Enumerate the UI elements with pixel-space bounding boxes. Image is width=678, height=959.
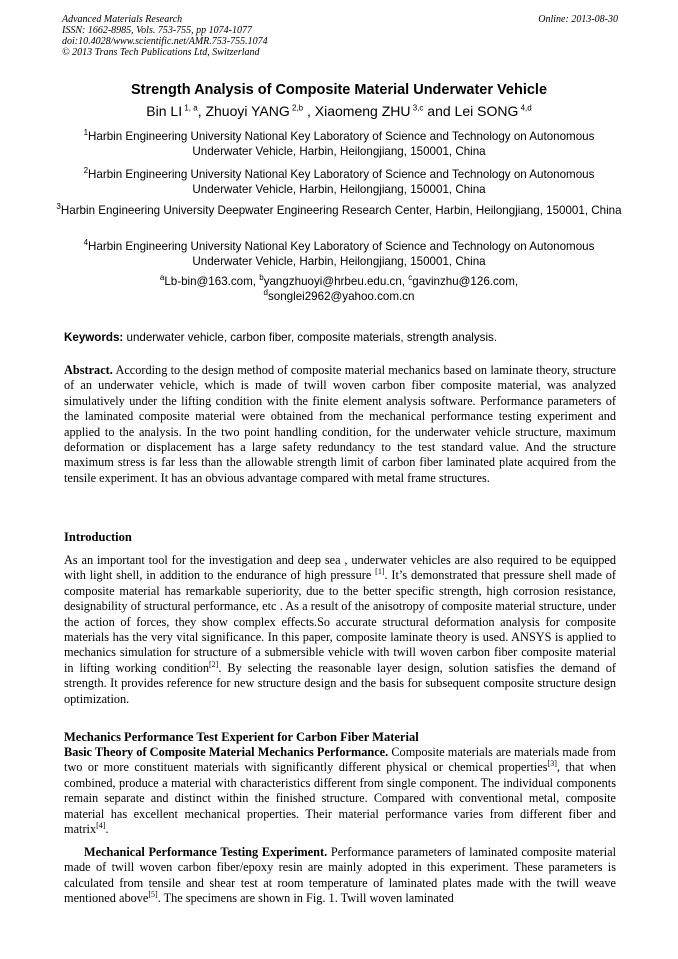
keywords <box>64 331 620 344</box>
body-text: , that when combined, produce a material with characteristics different from single component. The individual components remain separate and distinct within the finished structure. Compared with conventional metal, composite material has excellent mechanical properties. Their material performance varies from different fiber and matrix <box>64 760 616 837</box>
section-heading: Mechanics Performance Test Experient for Carbon Fiber Material <box>64 730 419 744</box>
author-separator: , <box>197 103 206 119</box>
affiliation-1 <box>56 129 622 159</box>
author-name: Lei SONG <box>454 103 519 119</box>
intro-text: . It’s demonstrated that pressure shell made of composite material has remarkable superiority, due to the better specific strength, high corrosion resistance, designability of structural performance, etc . As a result of the anisotropy of composite material structure, under the action of forces, they show complex effects.So accurate structural deformation analysis for composite materials has the very vital significance. In this paper, composite laminate theory is used. ANSYS is applied to mechanics simulation for structure of a submersible vehicle with twill woven carbon fiber composite material in lifting working condition <box>64 568 616 675</box>
email-text: Lb-bin@163.com, <box>164 275 260 288</box>
journal-doi: doi:10.4028/www.scientific.net/AMR.753-755.1074 <box>62 36 268 47</box>
basic-theory-paragraph <box>64 745 616 837</box>
author-superscript: 3,c <box>410 103 424 113</box>
body-text: . <box>105 822 109 837</box>
journal-header <box>62 14 618 58</box>
subsection-label: Basic Theory of Composite Material Mechanics Performance. <box>64 745 389 759</box>
intro-text: . By selecting the reasonable layer design, solution satisfies the demand of strength. It provides reference for new structure design and the basis for subsequent composite structure design optimization. <box>64 660 616 706</box>
affiliation-superscript: 3 <box>56 202 61 212</box>
journal-copyright: © 2013 Trans Tech Publications Ltd, Switzerland <box>62 47 260 58</box>
citation: [4] <box>96 820 106 830</box>
email-superscript: b <box>259 273 264 283</box>
email-superscript: a <box>159 273 165 283</box>
affiliation-superscript: 2 <box>83 166 89 176</box>
email-text: yangzhuoyi@hrbeu.edu.cn, <box>263 275 409 288</box>
email-text: gavinzhu@126.com, <box>412 275 519 288</box>
body-text: Performance parameters of laminated composite material made of twill woven carbon fiber/epoxy resin are mainly adopted in this experiment. These parameters is calculated from tensile and shear test at room temperature of laminated plates made with the twill weave mentioned above <box>64 845 616 906</box>
introduction-paragraph <box>64 553 616 707</box>
keywords-text: underwater vehicle, carbon fiber, composite materials, strength analysis. <box>123 331 498 344</box>
journal-issn: ISSN: 1662-8985, Vols. 753-755, pp 1074-1077 <box>62 25 252 36</box>
journal-name: Advanced Materials Research <box>62 14 183 25</box>
abstract-paragraph <box>64 363 616 486</box>
affiliation-text: Harbin Engineering University National Key Laboratory of Science and Technology on Autonomous Underwater Vehicle, Harbin, Heilongjiang, 150001, China <box>88 168 595 196</box>
subsection-label: Mechanical Performance Testing Experiment. <box>84 845 328 859</box>
citation: [3] <box>547 759 557 769</box>
author-separator: , <box>303 103 315 119</box>
author-superscript: 2,b <box>289 103 304 113</box>
keywords-label: Keywords: <box>64 331 124 344</box>
email-superscript: c <box>408 273 413 283</box>
paper-title: Strength Analysis of Composite Material Underwater Vehicle <box>130 82 548 98</box>
author-separator: and <box>423 103 455 119</box>
testing-paragraph <box>64 845 616 907</box>
online-date: Online: 2013-08-30 <box>538 14 618 25</box>
affiliation-superscript: 1 <box>83 128 89 138</box>
citation: [2] <box>209 659 219 669</box>
citation: [1] <box>375 567 385 577</box>
abstract-label: Abstract. <box>64 363 113 377</box>
affiliation-text: Harbin Engineering University Deepwater Engineering Research Center, Harbin, Heilongjiang, 150001, China <box>60 204 622 217</box>
email-superscript: d <box>263 288 268 298</box>
author-superscript: 4,d <box>518 103 532 113</box>
author-name: Zhuoyi YANG <box>205 103 290 119</box>
email-text: songlei2962@yahoo.com.cn <box>267 290 415 303</box>
affiliation-text: Harbin Engineering University National Key Laboratory of Science and Technology on Autonomous Underwater Vehicle, Harbin, Heilongjiang, 150001, China <box>88 240 595 268</box>
intro-text: As an important tool for the investigation and deep sea , underwater vehicles are also required to be equipped with light shell, in addition to the endurance of high pressure <box>64 553 616 583</box>
body-text: Composite materials are materials made from two or more constituent materials with significantly different physical or chemical properties <box>64 745 616 775</box>
affiliation-text: Harbin Engineering University National Key Laboratory of Science and Technology on Autonomous Underwater Vehicle, Harbin, Heilongjiang, 150001, China <box>88 130 595 158</box>
body-text: . The specimens are shown in Fig. 1. Twill woven laminated <box>157 891 454 906</box>
author-superscript: 1, a <box>182 103 198 113</box>
author-list <box>40 103 638 119</box>
author-name: Xiaomeng ZHU <box>314 103 411 119</box>
email-list <box>120 274 558 304</box>
affiliation-superscript: 4 <box>83 238 89 248</box>
author-name: Bin LI <box>146 103 183 119</box>
affiliation-4 <box>56 239 622 269</box>
affiliation-2 <box>56 167 622 197</box>
citation: [5] <box>148 890 158 900</box>
introduction-heading: Introduction <box>64 530 132 544</box>
abstract-text: According to the design method of composite material mechanics based on laminate theory, structure of an underwater vehicle, which is made of twill woven carbon fiber composite material, was analyzed simulatively under the lifting condition with the finite element analysis software. Performance parameters of the laminated composite material were obtained from the mechanical performance testing experiment and applied to the analysis. In the two point handling condition, for the underwater vehicle structure, maximum deformation or displacement has a large safety redundancy to the test standard value. And the structure maximum stress is far less than the allowable strength limit of carbon fiber laminated plate acquired from the tensile experiment. It has an obvious advantage compared with metal frame structures. <box>64 363 616 485</box>
affiliation-3 <box>56 203 622 218</box>
